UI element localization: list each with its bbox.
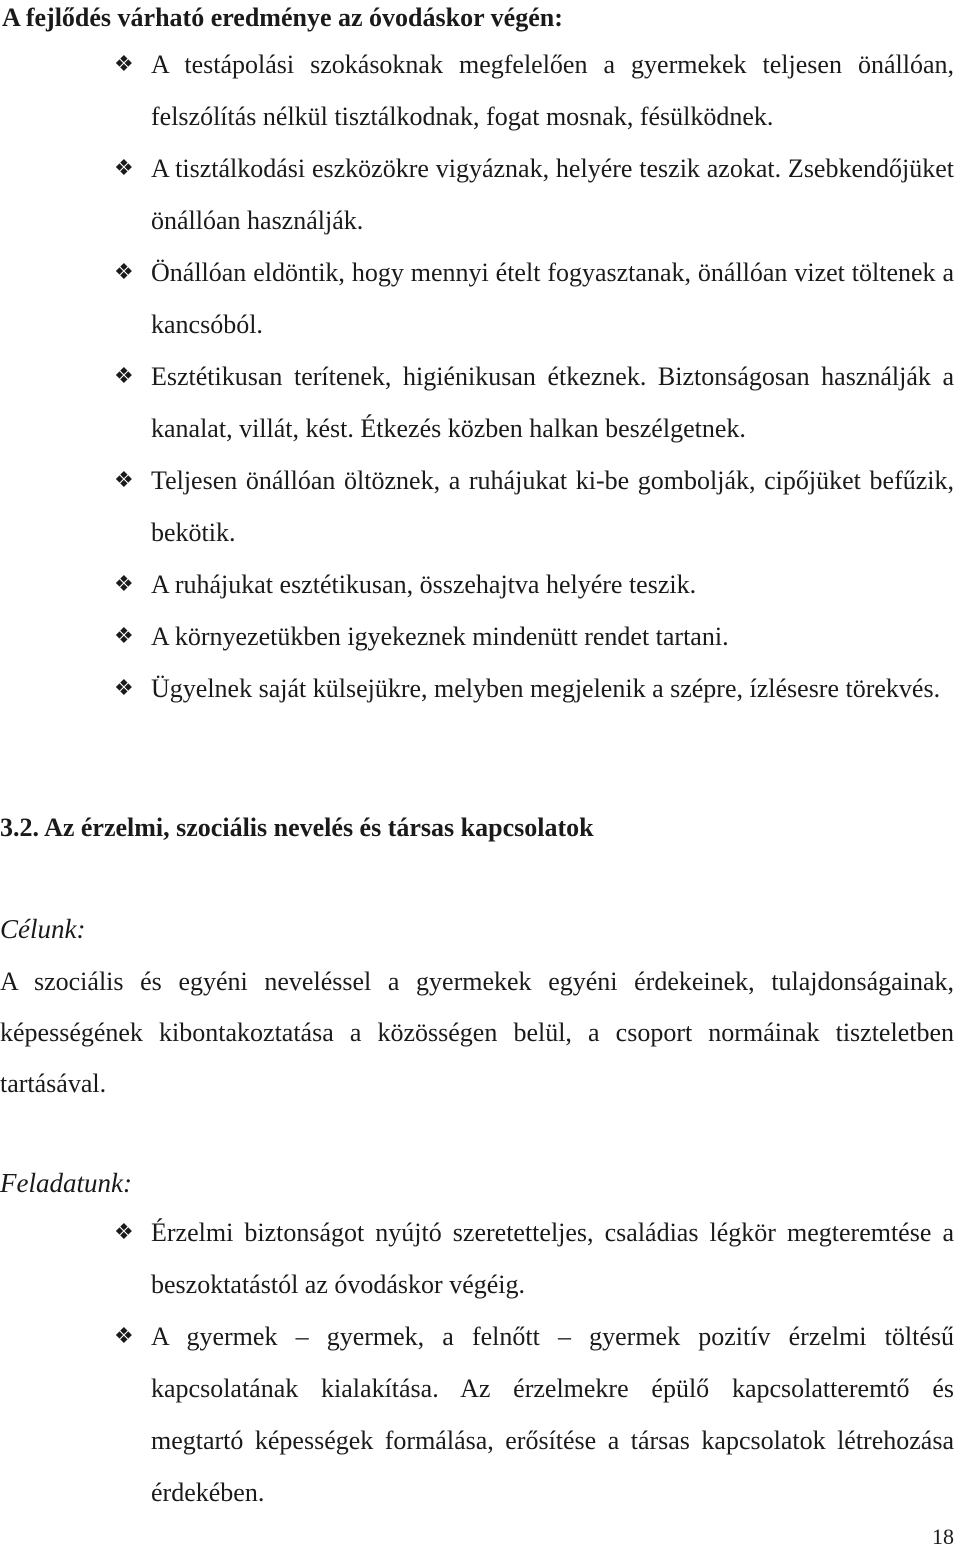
tasks-label: Feladatunk: <box>0 1168 132 1198</box>
list-item <box>0 39 960 143</box>
list-item <box>0 1311 960 1519</box>
tasks-list <box>0 1207 960 1519</box>
list-item <box>0 455 960 559</box>
list-item-text: Teljesen önállóan öltöznek, a ruhájukat ki-be gombolják, cipőjüket befűzik, bekötik. <box>151 466 954 547</box>
goal-label: Célunk: <box>0 914 86 944</box>
diamond-bullet-icon: ❖ <box>114 260 134 285</box>
expected-results-list <box>0 39 960 715</box>
diamond-bullet-icon: ❖ <box>114 364 134 389</box>
section-heading: A fejlődés várható eredménye az óvodáskor végén: <box>2 3 563 32</box>
diamond-bullet-icon: ❖ <box>114 1324 134 1349</box>
list-item <box>0 143 960 247</box>
list-item-text: Érzelmi biztonságot nyújtó szeretetteljes, családias légkör megteremtése a beszoktatástól az óvodáskor végéig. <box>151 1218 954 1299</box>
list-item <box>0 663 960 715</box>
list-item <box>0 611 960 663</box>
diamond-bullet-icon: ❖ <box>114 676 134 701</box>
list-item <box>0 351 960 455</box>
list-item-text: A testápolási szokásoknak megfelelően a gyermekek teljesen önállóan, felszólítás nélkül tisztálkodnak, fogat mosnak, fésülködnek. <box>151 50 954 131</box>
diamond-bullet-icon: ❖ <box>114 624 134 649</box>
list-item-text: Esztétikusan terítenek, higiénikusan étkeznek. Biztonságosan használják a kanalat, villát, kést. Étkezés közben halkan beszélgetnek. <box>151 362 954 443</box>
diamond-bullet-icon: ❖ <box>114 156 134 181</box>
list-item-text: A tisztálkodási eszközökre vigyáznak, helyére teszik azokat. Zsebkendőjüket önállóan használják. <box>151 154 954 235</box>
diamond-bullet-icon: ❖ <box>114 52 134 77</box>
diamond-bullet-icon: ❖ <box>114 1220 134 1245</box>
list-item-text: Önállóan eldöntik, hogy mennyi ételt fogyasztanak, önállóan vizet töltenek a kancsóból. <box>151 258 954 339</box>
list-item-text: Ügyelnek saját külsejükre, melyben megjelenik a szépre, ízlésesre törekvés. <box>151 674 941 703</box>
diamond-bullet-icon: ❖ <box>114 572 134 597</box>
list-item-text: A gyermek – gyermek, a felnőtt – gyermek pozitív érzelmi töltésű kapcsolatának kialakítása. Az érzelmekre épülő kapcsolatteremtő és megtartó képességek formálása, erősítése a társas kapcsolatok létrehozása érdekében. <box>151 1322 954 1507</box>
diamond-bullet-icon: ❖ <box>114 468 134 493</box>
section-title: 3.2. Az érzelmi, szociális nevelés és társas kapcsolatok <box>0 813 594 842</box>
list-item <box>0 247 960 351</box>
list-item <box>0 1207 960 1311</box>
goal-paragraph: A szociális és egyéni neveléssel a gyermekek egyéni érdekeinek, tulajdonságainak, képességének kibontakoztatása a közösségen belül, a csoport normáinak tiszteletben tartásával. <box>0 967 954 1098</box>
page-number: 18 <box>932 1524 954 1549</box>
list-item <box>0 559 960 611</box>
list-item-text: A ruhájukat esztétikusan, összehajtva helyére teszik. <box>151 570 697 599</box>
list-item-text: A környezetükben igyekeznek mindenütt rendet tartani. <box>151 622 729 651</box>
